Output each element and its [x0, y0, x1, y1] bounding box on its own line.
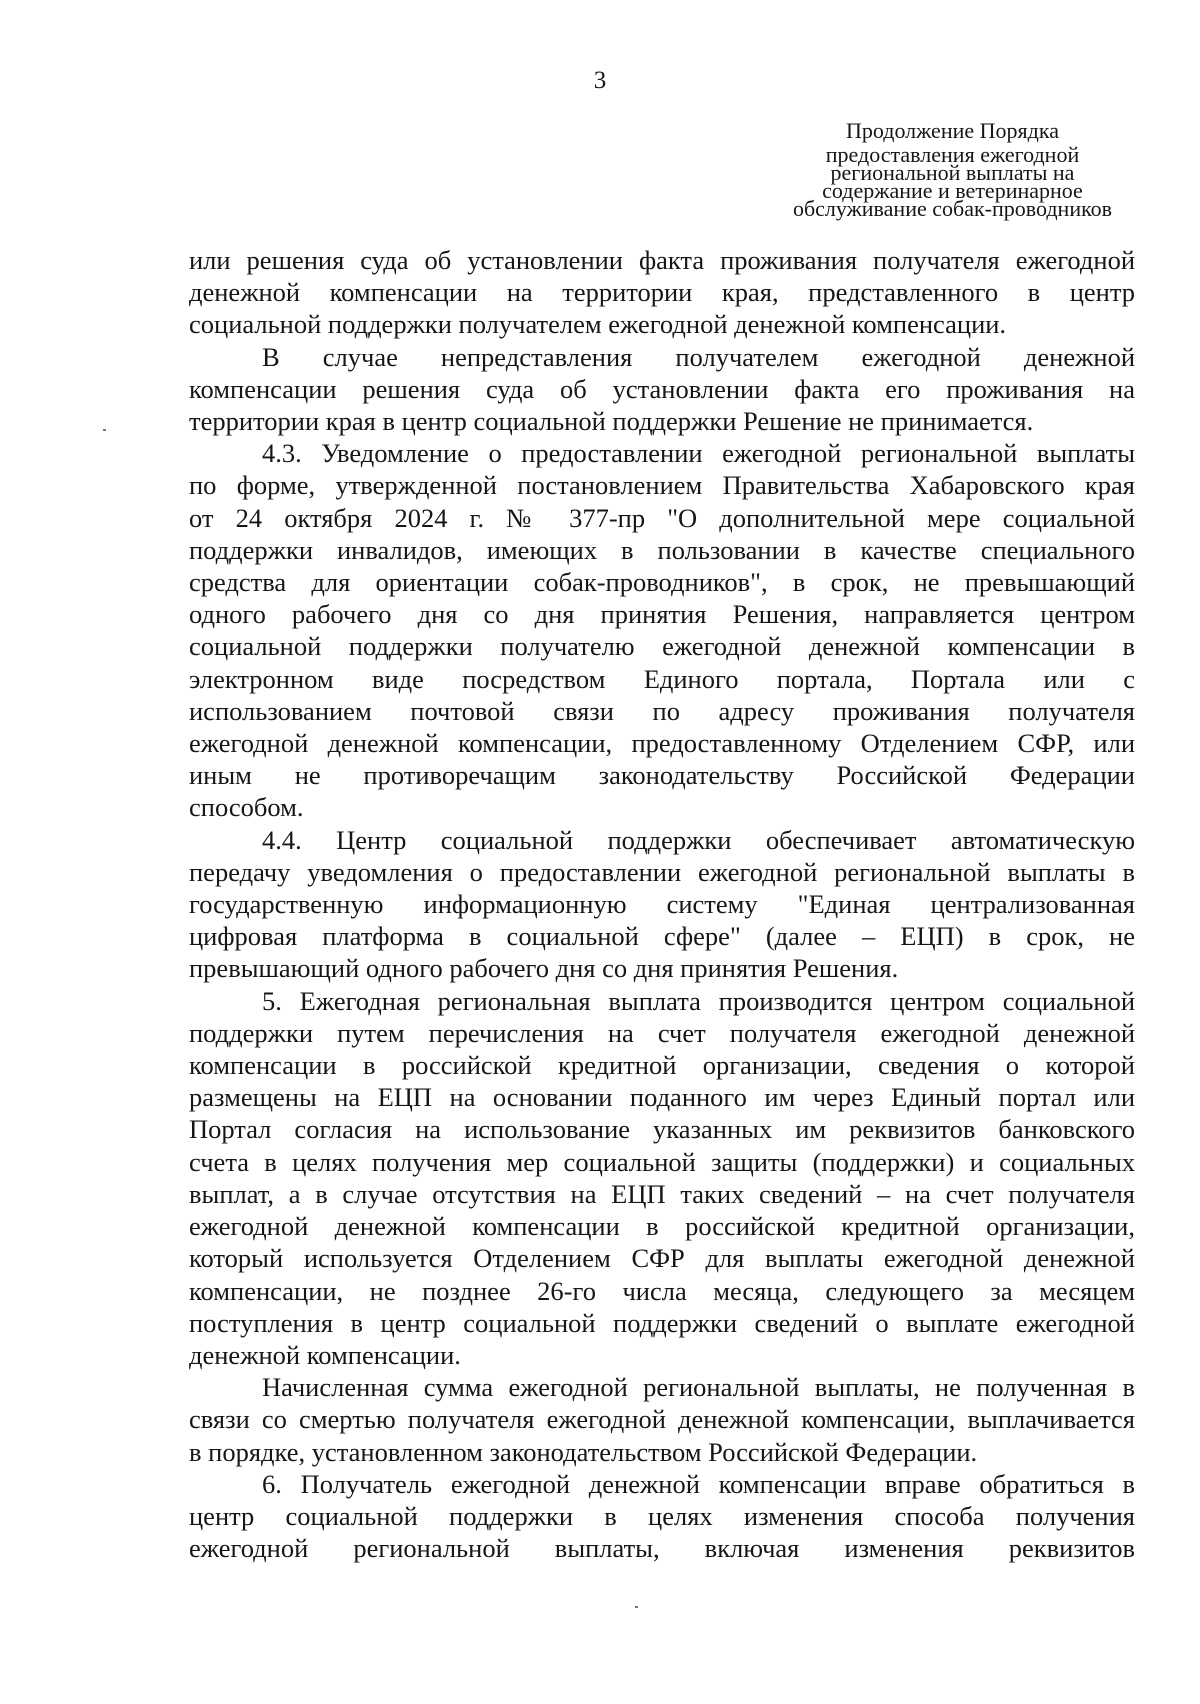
- text-line: денежной компенсации на территории края, представленного в центр: [189, 277, 1135, 308]
- text-line: центр социальной поддержки в целях изменения способа получения: [189, 1500, 1135, 1531]
- page-number: 3: [593, 67, 607, 94]
- text-line: В случае непредставления получателем ежегодной денежной: [262, 341, 1135, 372]
- paragraph-no-decision: [189, 341, 1135, 438]
- text-line: способом.: [189, 792, 304, 823]
- header-line: содержание и ветеринарное: [822, 178, 1083, 203]
- text-line: 5. Ежегодная региональная выплата производится центром социальной: [262, 985, 1135, 1016]
- paragraph-5: [189, 985, 1135, 1371]
- header-line: региональной выплаты на: [830, 160, 1075, 185]
- text-line: использованием почтовой связи по адресу проживания получателя: [189, 695, 1135, 726]
- text-line: передачу уведомления о предоставлении ежегодной региональной выплаты в: [189, 856, 1135, 887]
- text-line: размещены на ЕЦП на основании поданного им через Единый портал или: [189, 1082, 1135, 1113]
- text-line: 4.3. Уведомление о предоставлении ежегодной региональной выплаты: [262, 438, 1135, 469]
- text-line: Начисленная сумма ежегодной региональной выплаты, не полученная в: [262, 1372, 1135, 1403]
- text-line: электронном виде посредством Единого портала, Портала или с: [189, 663, 1135, 694]
- header-line: предоставления ежегодной: [825, 142, 1080, 167]
- text-line: средства для ориентации собак-проводников", в срок, не превышающий: [189, 567, 1135, 598]
- document-body: [189, 244, 1135, 1564]
- paragraph-4-3: [189, 437, 1135, 823]
- text-line: поддержки путем перечисления на счет получателя ежегодной денежной: [189, 1017, 1135, 1048]
- text-line: компенсации, не позднее 26-го числа месяца, следующего за месяцем: [189, 1275, 1135, 1306]
- paragraph-6: [189, 1468, 1135, 1565]
- text-line: территории края в центр социальной поддержки Решение не принимается.: [189, 406, 1034, 437]
- text-line: одного рабочего дня со дня принятия Решения, направляется центром: [189, 599, 1135, 630]
- paragraph-accrued-sum: [189, 1371, 1135, 1468]
- header-title: Продолжение Порядка: [846, 118, 1059, 143]
- text-line: который используется Отделением СФР для выплаты ежегодной денежной: [189, 1243, 1135, 1274]
- text-line: 4.4. Центр социальной поддержки обеспечивает автоматическую: [262, 824, 1135, 855]
- text-line: выплат, а в случае отсутствия на ЕЦП таких сведений – на счет получателя: [189, 1178, 1135, 1209]
- document-header: [770, 116, 1135, 221]
- text-line: ежегодной денежной компенсации, предоставленному Отделением СФР, или: [189, 728, 1135, 759]
- text-line: ежегодной денежной компенсации в российской кредитной организации,: [189, 1211, 1135, 1242]
- header-line: обслуживание собак-проводников: [792, 196, 1113, 221]
- text-line: социальной поддержки получателю ежегодной денежной компенсации в: [189, 631, 1135, 662]
- text-line: поддержки инвалидов, имеющих в пользовании в качестве специального: [189, 534, 1135, 565]
- paragraph-4-4: [189, 824, 1135, 985]
- text-line: ежегодной региональной выплаты, включая изменения реквизитов: [189, 1533, 1135, 1564]
- text-line: превышающий одного рабочего дня со дня принятия Решения.: [189, 953, 899, 984]
- text-line: счета в целях получения мер социальной защиты (поддержки) и социальных: [189, 1146, 1135, 1177]
- text-line: в порядке, установленном законодательством Российской Федерации.: [189, 1436, 978, 1467]
- text-line: поступления в центр социальной поддержки сведений о выплате ежегодной: [189, 1307, 1135, 1338]
- text-line: цифровая платформа в социальной сфере" (далее – ЕЦП) в срок, не: [189, 921, 1135, 952]
- text-line: денежной компенсации.: [189, 1339, 461, 1370]
- scan-speck: [635, 1606, 638, 1608]
- text-line: компенсации в российской кредитной организации, сведения о которой: [189, 1050, 1135, 1081]
- text-line: компенсации решения суда об установлении факта его проживания на: [189, 373, 1135, 404]
- text-line: 6. Получатель ежегодной денежной компенсации вправе обратиться в: [262, 1468, 1135, 1499]
- text-line: или решения суда об установлении факта проживания получателя ежегодной: [189, 245, 1135, 275]
- text-line: государственную информационную систему "Единая централизованная: [189, 889, 1135, 920]
- text-line: от 24 октября 2024 г. № 377-пр "О дополнительной мере социальной: [189, 502, 1135, 533]
- scan-speck: [103, 429, 106, 431]
- text-line: социальной поддержки получателем ежегодной денежной компенсации.: [189, 309, 1007, 340]
- text-line: Портал согласия на использование указанных им реквизитов банковского: [189, 1114, 1135, 1145]
- text-line: по форме, утвержденной постановлением Правительства Хабаровского края: [189, 470, 1135, 501]
- text-line: связи со смертью получателя ежегодной денежной компенсации, выплачивается: [189, 1404, 1135, 1435]
- paragraph-continuation: [189, 244, 1135, 341]
- text-line: иным не противоречащим законодательству Российской Федерации: [189, 760, 1135, 791]
